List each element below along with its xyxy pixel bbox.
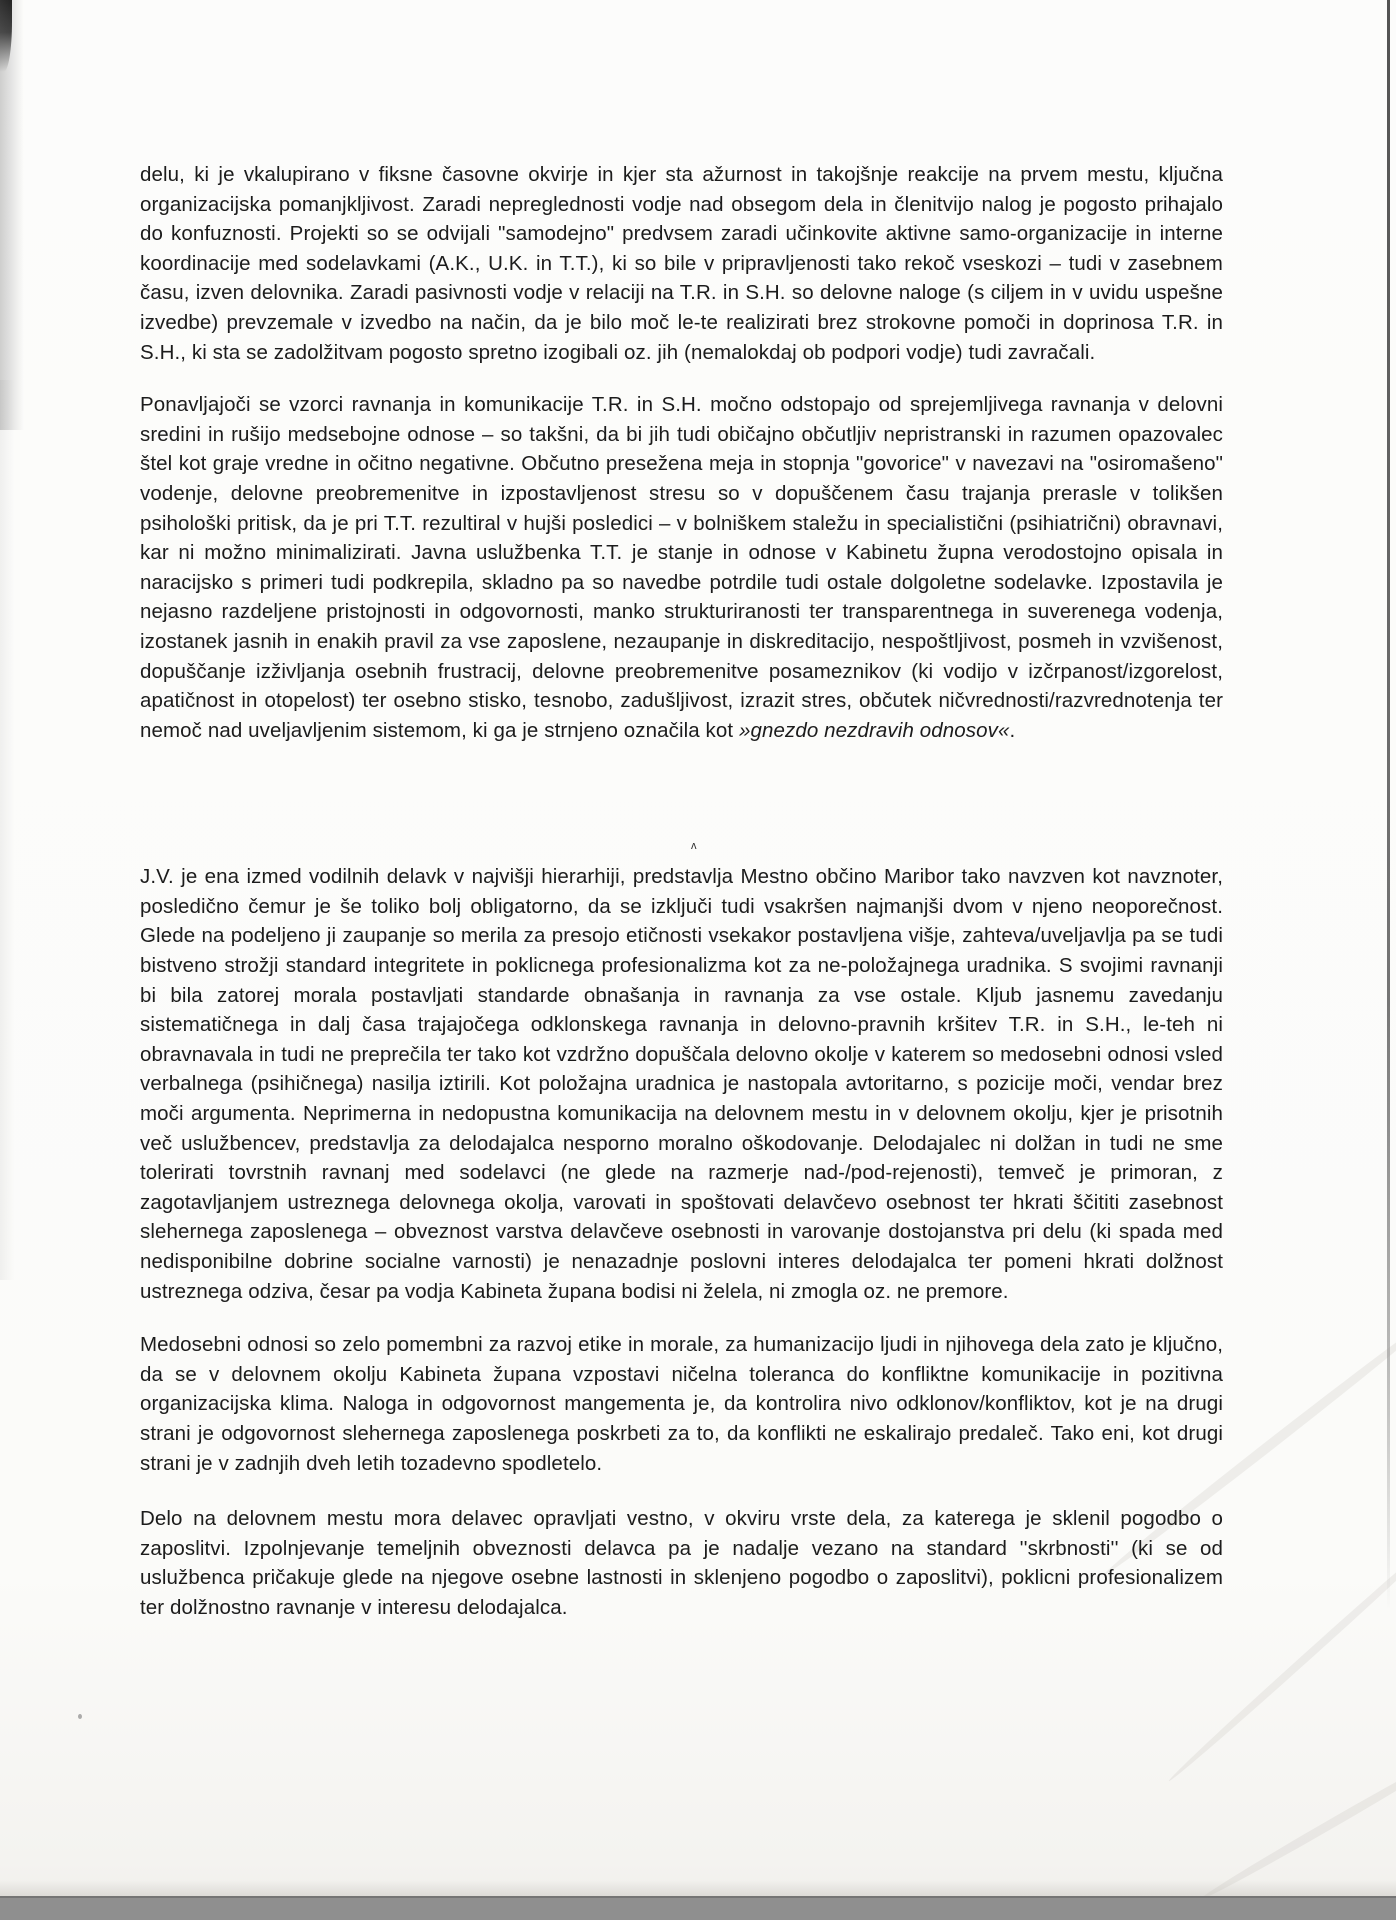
scan-artifact-speck xyxy=(78,1714,82,1719)
document-body xyxy=(140,160,1223,1623)
paragraph-5: Delo na delovnem mestu mora delavec opravljati vestno, v okviru vrste dela, za katerega je sklenil pogodbo o zaposlitvi. Izpolnjevanje temeljnih obveznosti delavca pa je nadalje vezano na standard ''skrbnosti'' (ki se od uslužbenca pričakuje glede na njegove osebne lastnosti in sklenjeno pogodbo o zaposlitvi), poklicni profesionalizem ter dolžnostno ravnanje v interesu delodajalca. xyxy=(140,1507,1223,1619)
paragraph-4: Medosebni odnosi so zelo pomembni za razvoj etike in morale, za humanizacijo ljudi in njihovega dela zato je ključno, da se v delovnem okolju Kabineta župana vzpostavi ničelna toleranca do konfliktne komunikacije in pozitivna organizacijska klima. Naloga in odgovornost mangementa je, da kontrolira nivo odklonov/konfliktov, kot je na drugi strani je odgovornost slehernega zaposlenega poskrbeti za to, da konflikti ne eskalirajo predaleč. Tako eni, kot drugi strani je v zadnjih dveh letih tozadevno spodletelo. xyxy=(140,1333,1223,1475)
paragraph-1: delu, ki je vkalupirano v fiksne časovne okvirje in kjer sta ažurnost in takojšnje reakcije na prvem mestu, ključna organizacijska pomanjkljivost. Zaradi nepreglednosti vodje nad obsegom dela in členitvijo nalog je pogosto prihajalo do konfuznosti. Projekti so se odvijali "samodejno" predvsem zaradi učinkovite aktivne samo-organizacije in interne koordinacije med sodelavkami (A.K., U.K. in T.T.), ki so bile v pripravljenosti tako rekoč vseskozi – tudi v zasebnem času, izven delovnika. Zaradi pasivnosti vodje v relaciji na T.R. in S.H. so delovne naloge (s ciljem in v uvidu uspešne izvedbe) prevzemale v izvedbo na način, da je bilo moč le-te realizirati brez strokovne pomoči in doprinosa T.R. in S.H., ki sta se zadolžitvam pogosto spretno izogibali oz. jih (nemalokdaj ob podpori vodje) tudi zavračali. xyxy=(140,163,1223,364)
paragraph-2-lead: Ponavljajoči se vzorci ravnanja in komunikacije T.R. in S.H. močno odstopajo od sprejemljivega ravnanja v delovni sredini in rušijo medsebojne odnose – so takšni, da bi jih tudi običajno občutljiv nepristranski in razumen opazovalec štel kot graje vredne in očitno negativne. Občutno presežena meja in stopnja "govorice" v navezavi na "osiromašeno" vodenje, delovne preobremenitve in izpostavljenost stresu so v dopuščenem času trajanja prerasle v tolikšen psihološki pritisk, da je pri T.T. rezultiral v hujši posledici – v bolniškem staležu in specialistični (psihiatrični) obravnavi, kar ni možno minimalizirati. Javna uslužbenka T.T. je stanje in odnose v Kabinetu župna verodostojno opisala in naracijsko s primeri tudi podkrepila, skladno pa so navedbe potrdile tudi ostale dolgoletne sodelavke. Izpostavila je nejasno razdeljene pristojnosti in odgovornosti, manko strukturiranosti ter transparentnega in suverenega vodenja, izostanek jasnih in enakih pravil za vse zaposlene, nezaupanje in diskreditacijo, nespoštljivost, posmeh in vzvišenost, dopuščanje izživljanja osebnih frustracij, delovne preobremenitve posameznikov (ki vodijo v izčrpanost/izgorelost, apatičnost in otopelost) ter osebno stisko, tesnobo, zadušljivost, izrazit stres, občutek ničvrednosti/razvrednotenja ter nemoč nad uveljavljenim sistemom, ki ga je strnjeno označila kot xyxy=(140,393,1223,742)
paragraph-2-close: . xyxy=(1009,718,1016,742)
scan-artifact-left-shadow-lower xyxy=(0,380,16,1280)
margin-mark: ʌ xyxy=(691,840,697,852)
scan-artifact-bottom-bar xyxy=(0,1896,1396,1920)
scan-artifact-right-edge-line xyxy=(1387,0,1390,1610)
scan-artifact-left-shadow xyxy=(0,0,28,430)
paragraph-2 xyxy=(140,390,1223,745)
scan-artifact-bottom-fade xyxy=(0,1880,1396,1896)
paragraph-3: J.V. je ena izmed vodilnih delavk v najvišji hierarhiji, predstavlja Mestno občino Maribor tako navzven kot navznoter, posledično čemur je še toliko bolj obligatorno, da se izključi tudi vsakršen najmanjši dvom v njeno neoporečnost. Glede na podeljeno ji zaupanje so merila za presojo etičnosti vsekakor postavljena višje, zahteva/uveljavlja pa se tudi bistveno strožji standard integritete in poklicnega profesionalizma kot za ne-položajnega uradnika. S svojimi ravnanji bi bila zatorej morala postavljati standarde obnašanja in ravnanja za vse ostale. Kljub jasnemu zavedanju sistematičnega in dalj časa trajajočega odklonskega ravnanja in delovno-pravnih kršitev T.R. in S.H., le-teh ni obravnavala in tudi ne preprečila ter tako kot vzdržno dopuščala delovno okolje v katerem so medosebni odnosi vsled verbalnega (psihičnega) nasilja iztirili. Kot položajna uradnica je nastopala avtoritarno, s pozicije moči, vendar brez moči argumenta. Neprimerna in nedopustna komunikacija na delovnem mestu in v delovnem okolju, kjer je prisotnih več uslužbencev, predstavlja za delodajalca nesporno moralno oškodovanje. Delodajalec ni dolžan in tudi ne sme tolerirati tovrstnih ravnanj med sodelavci (ne glede na razmerje nad-/pod-rejenosti), temveč je primoran, z zagotavljanjem ustreznega delovnega okolja, varovati in spoštovati delavčevo osebnost ter hkrati ščititi zasebnost slehernega zaposlenega – obveznost varstva delavčeve osebnosti in varovanje dostojanstva pri delu (ki spada med nedisponibilne dobrine socialne varnosti) je nenazadnje poslovni interes delodajalca ter pomeni hkrati dolžnost ustreznega odziva, česar pa vodja Kabineta župana bodisi ni želela, ni zmogla oz. ne premore. xyxy=(140,865,1223,1303)
paragraph-2-quote: »gnezdo nezdravih odnosov« xyxy=(739,718,1010,742)
